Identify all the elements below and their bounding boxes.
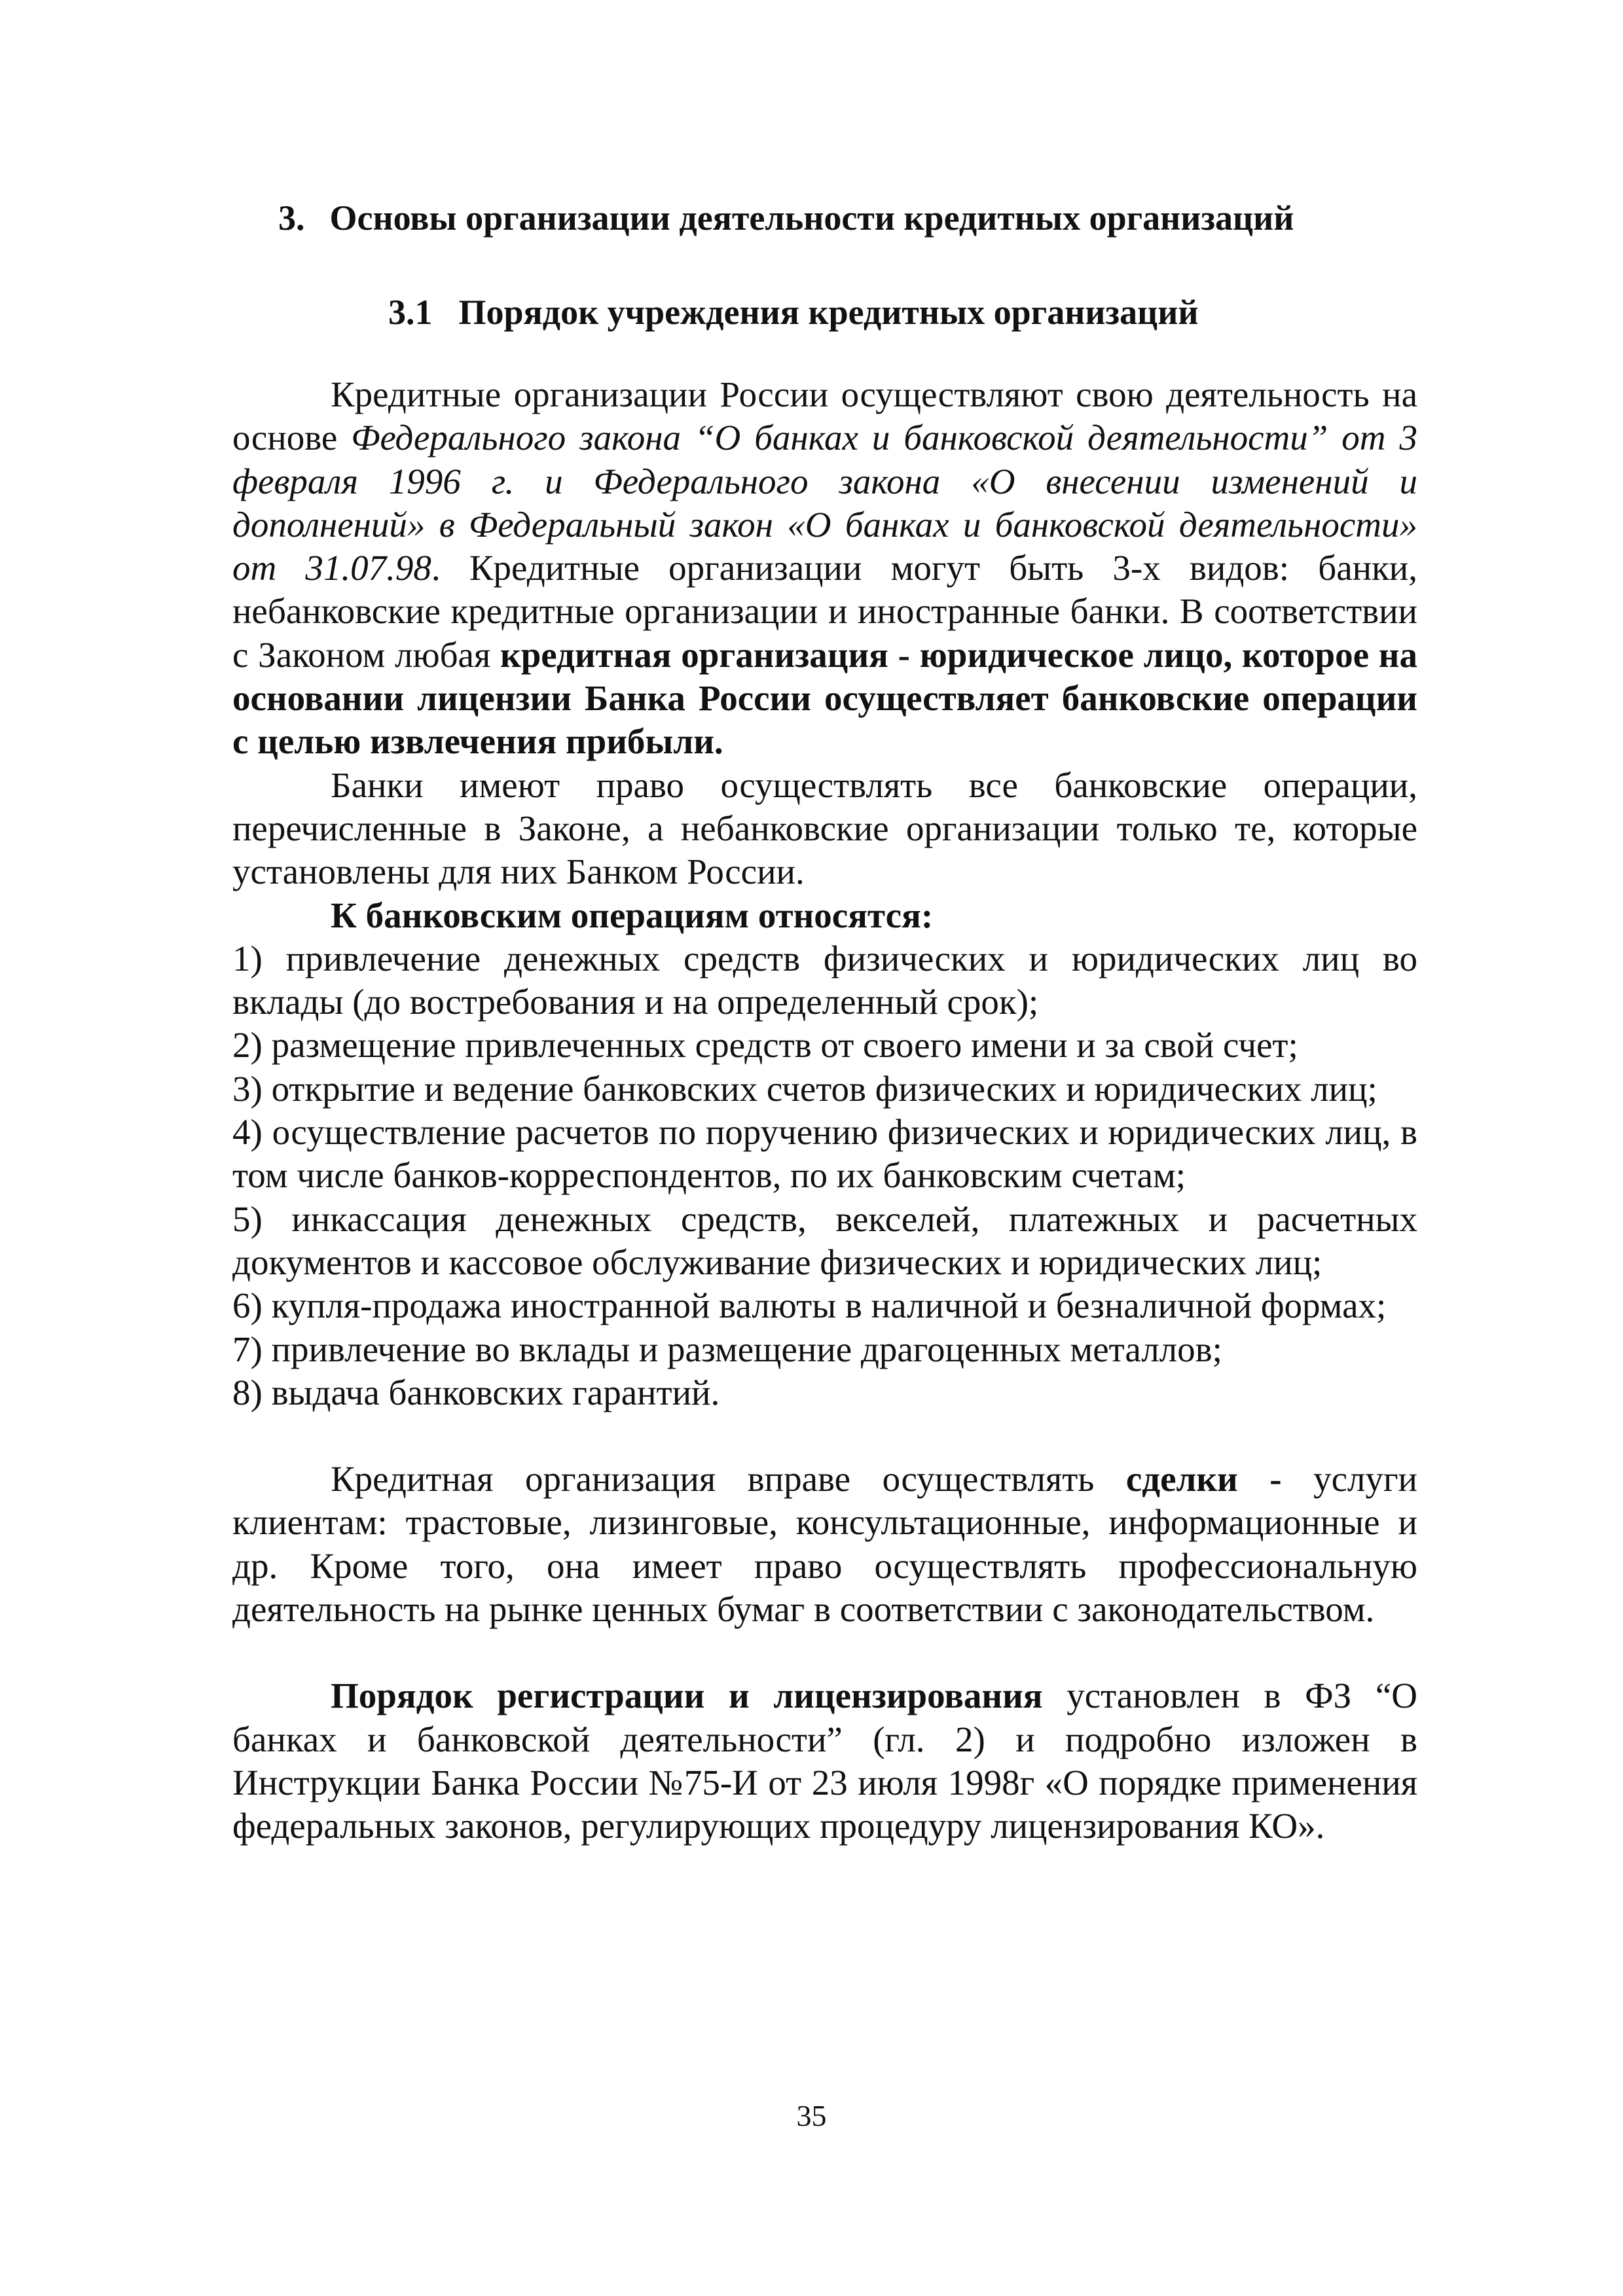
para1-text-2: . Кредитные организации могут быть 3-х видов: банки, небанковские кредитные организации и иностранные банки. В соответствии с Законом любая [232,548,1417,675]
list-item: 5) инкассация денежных средств, векселей, платежных и расчетных документов и кассовое обслуживание физических и юридических лиц; [232,1198,1417,1282]
section-title: Порядок учреждения кредитных организаций [458,293,1199,332]
paragraph-transactions [232,1458,1417,1631]
list-item: 6) купля-продажа иностранной валюты в наличной и безналичной формах; [232,1285,1387,1326]
paragraph-registration [232,1674,1417,1848]
list-item: 2) размещение привлеченных средств от своего имени и за свой счет; [232,1025,1298,1066]
operations-title: К банковским операциям относятся: [331,895,934,935]
list-item: 3) открытие и ведение банковских счетов физических и юридических лиц; [232,1068,1377,1109]
section-number: 3.1 [388,293,433,332]
para3-term: сделки - [1125,1459,1282,1499]
para3-text-2: услуги клиентам: трастовые, лизинговые, консультационные, информационные и др. Кроме того, она имеет право осуществлять профессиональную деятельность на рынке ценных бумаг в соответствии с законодательством. [232,1459,1417,1630]
chapter-title: Основы организации деятельности кредитных организаций [329,198,1294,238]
para1-definition: кредитная организация - юридическое лицо, которое на основании лицензии Банка России осуществляет банковские операции с целью извлечения прибыли. [232,634,1417,762]
para4-term: Порядок регистрации и лицензирования [331,1676,1043,1716]
document-page [232,196,1417,1848]
list-item: 4) осуществление расчетов по поручению физических и юридических лиц, в том числе банков-корреспондентов, по их банковским счетам; [232,1112,1417,1196]
paragraph-bank-rights: Банки имеют право осуществлять все банковские операции, перечисленные в Законе, а небанковские организации только те, которые установлены для них Банком России. [232,764,1417,892]
page-number: 35 [796,2099,827,2132]
list-item: 7) привлечение во вклады и размещение драгоценных металлов; [232,1329,1222,1369]
para3-text-1: Кредитная организация вправе осуществлять [331,1459,1126,1499]
list-item: 8) выдача банковских гарантий. [232,1372,720,1412]
section-heading [232,291,1417,334]
list-item: 1) привлечение денежных средств физических и юридических лиц во вклады (до востребования и на определенный срок); [232,938,1417,1022]
para1-law-reference: Федерального закона “О банках и банковской деятельности” от 3 февраля 1996 г. и Федерального закона «О внесении изменений и дополнений» в Федеральный закон «О банках и банковской деятельности» от 31.07.98 [232,418,1417,588]
chapter-heading [232,196,1417,240]
operations-list [232,937,1417,1414]
chapter-number: 3. [278,198,305,238]
paragraph-legal-basis [232,373,1417,764]
para1-text-1: Кредитные организации России осуществляют свою деятельность на основе [232,374,1417,458]
para4-text: установлен в ФЗ “О банках и банковской деятельности” (гл. 2) и подробно изложен в Инструкции Банка России №75-И от 23 июля 1998г «О порядке применения федеральных законов, регулирующих процедуру лицензирования КО». [232,1676,1417,1846]
